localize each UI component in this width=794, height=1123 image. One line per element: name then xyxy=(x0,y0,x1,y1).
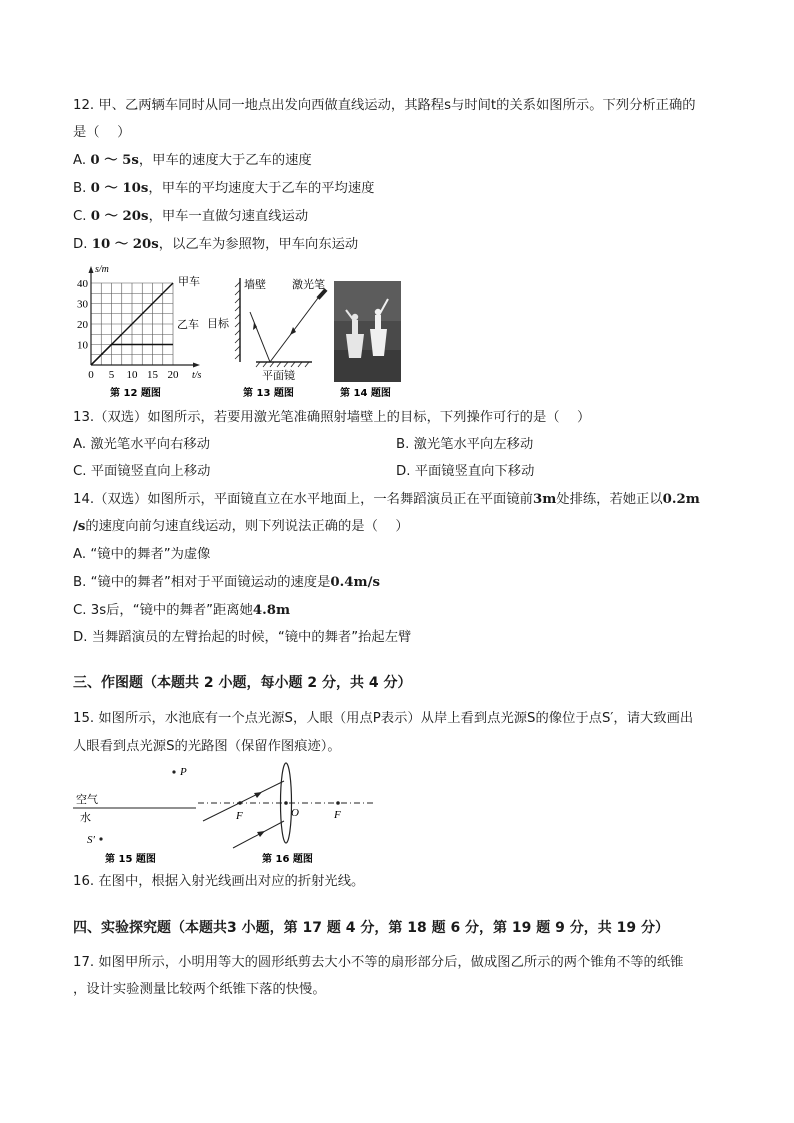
fig16-caption: 第 16 题图 xyxy=(262,854,313,865)
fig12-xtick-label: 20 xyxy=(167,369,179,381)
section-4-heading: 四、实验探究题（本题共3 小题，第 17 题 4 分，第 18 题 6 分，第 19 题 9 分，共 19 分） xyxy=(73,920,670,936)
fig13-wall-label: 墙壁 xyxy=(244,278,266,291)
q13-option-b: B. 激光笔水平向左移动 xyxy=(396,437,534,452)
q14-option-c: C. 3s后，“镜中的舞者”距离她4.8m xyxy=(73,603,291,618)
fig12-caption: 第 12 题图 xyxy=(110,388,161,399)
q13-stem: 13.（双选）如图所示，若要用激光笔准确照射墙壁上的目标，下列操作可行的是（ ） xyxy=(73,410,591,425)
fig16-diagram xyxy=(198,763,376,865)
fig15-point-s-prime xyxy=(99,837,102,840)
fig15-label-s-prime: S′ xyxy=(87,834,95,846)
fig16-label-f-left: F xyxy=(236,810,243,822)
fig13-caption: 第 13 题图 xyxy=(243,388,294,399)
fig16-incident-ray-1 xyxy=(203,781,284,821)
fig12-label-jia: 甲车 xyxy=(178,275,200,288)
fig16-center-dot xyxy=(284,801,288,805)
q17-stem-line1: 17. 如图甲所示，小明用等大的圆形纸剪去大小不等的扇形部分后，做成图乙所示的两个锥角不等的纸锥 xyxy=(73,955,684,970)
q14-option-a: A. “镜中的舞者”为虚像 xyxy=(73,547,211,562)
q13-option-c: C. 平面镜竖直向上移动 xyxy=(73,464,211,479)
q13-option-d: D. 平面镜竖直向下移动 xyxy=(396,464,535,479)
fig12-xtick-label: 15 xyxy=(147,369,158,381)
q15-stem-line1: 15. 如图所示，水池底有一个点光源S，人眼（用点P表示）从岸上看到点光源S的像位于点S′，请大致画出 xyxy=(73,711,694,726)
fig15-label-water: 水 xyxy=(80,811,91,824)
fig13-target-label: 目标 xyxy=(207,317,229,330)
fig12-ylabel: s/m xyxy=(95,264,109,275)
fig15-diagram xyxy=(73,766,196,865)
q14-option-b: B. “镜中的舞者”相对于平面镜运动的速度是0.4m/s xyxy=(73,575,380,590)
q12-stem-line2: 是（ ） xyxy=(73,125,131,140)
fig16-label-f-right: F xyxy=(334,809,341,821)
q12-option-a: A. 0 ～ 5s，甲车的速度大于乙车的速度 xyxy=(73,153,312,168)
fig15-label-p: P xyxy=(180,766,187,778)
fig16-focus-right-dot xyxy=(336,801,340,805)
q12-option-c: C. 0 ～ 20s，甲车一直做匀速直线运动 xyxy=(73,209,309,224)
fig12-ytick-label: 30 xyxy=(77,298,88,311)
q16-stem: 16. 在图中，根据入射光线画出对应的折射光线。 xyxy=(73,874,365,889)
figures-row-15-16 xyxy=(0,758,794,868)
fig15-caption: 第 15 题图 xyxy=(105,854,156,865)
fig12-xtick-label: 0 xyxy=(88,369,94,381)
fig13-laser-label: 激光笔 xyxy=(292,278,325,291)
q14-stem-line2: /s的速度向前匀速直线运动，则下列说法正确的是（ ） xyxy=(73,519,409,534)
fig12-ytick-label: 20 xyxy=(77,319,88,331)
fig13-reflected-ray xyxy=(250,312,270,362)
q13-option-a: A. 激光笔水平向右移动 xyxy=(73,437,210,452)
fig12-x-arrow xyxy=(193,363,200,368)
fig15-label-air: 空气 xyxy=(76,793,98,806)
section-3-heading: 三、作图题（本题共 2 小题，每小题 2 分，共 4 分） xyxy=(73,675,412,691)
fig15-point-p xyxy=(172,770,175,773)
fig16-label-o: O xyxy=(291,807,299,819)
q14-option-d: D. 当舞蹈演员的左臂抬起的时候，“镜中的舞者”抬起左臂 xyxy=(73,630,412,645)
q17-stem-line2: ，设计实验测量比较两个纸锥下落的快慢。 xyxy=(73,982,326,997)
fig13-diagram xyxy=(207,277,328,399)
fig13-mirror-label: 平面镜 xyxy=(262,369,295,382)
fig12-xlabel: t/s xyxy=(192,370,202,381)
fig14-caption: 第 14 题图 xyxy=(340,388,391,399)
fig12-xtick-label: 5 xyxy=(108,369,115,381)
q15-stem-line2: 人眼看到点光源S的光路图（保留作图痕迹）。 xyxy=(73,739,341,754)
fig16-ray-2-arrow xyxy=(257,831,265,837)
fig14-photo xyxy=(334,281,401,399)
fig12-label-yi: 乙车 xyxy=(177,318,199,331)
q12-option-b: B. 0 ～ 10s，甲车的平均速度大于乙车的平均速度 xyxy=(73,181,375,196)
fig12-chart xyxy=(77,264,202,399)
fig12-xtick-label: 10 xyxy=(126,369,138,381)
q14-stem-line1: 14.（双选）如图所示，平面镜直立在水平地面上，一名舞蹈演员正在平面镜前3m处排练，若她正以0.2m xyxy=(73,492,700,507)
figures-row-12-14 xyxy=(0,262,794,402)
q12-option-d: D. 10 ～ 20s，以乙车为参照物，甲车向东运动 xyxy=(73,237,359,252)
fig12-ytick-label: 40 xyxy=(77,278,88,290)
fig12-ytick-label: 10 xyxy=(77,339,88,352)
q12-stem-line1: 12. 甲、乙两辆车同时从同一地点出发向西做直线运动，其路程s与时间t的关系如图所示。下列分析正确的 xyxy=(73,98,696,113)
fig12-y-arrow xyxy=(89,266,94,273)
